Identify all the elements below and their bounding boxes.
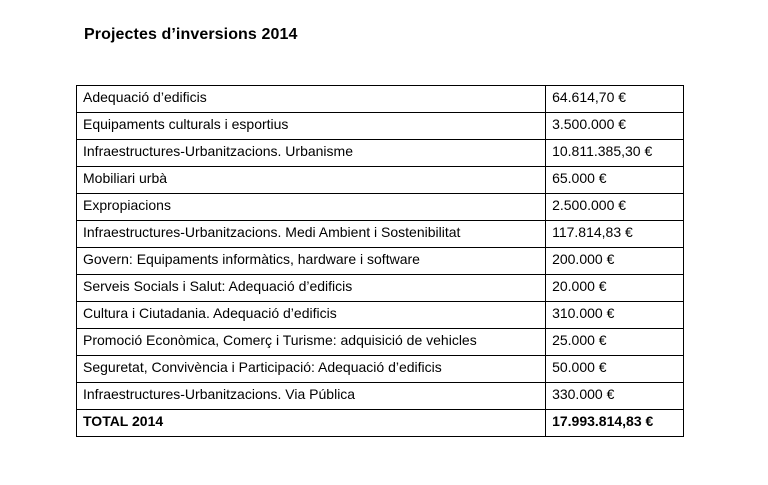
table-row [77, 167, 684, 194]
amount-cell: 310.000 € [546, 302, 684, 329]
document-title: Projectes d’inversions 2014 [84, 26, 298, 43]
investments-table [76, 85, 684, 437]
amount-cell: 50.000 € [546, 356, 684, 383]
table-row [77, 383, 684, 410]
concept-cell: Infraestructures-Urbanitzacions. Via Pública [77, 383, 546, 410]
table-row [77, 275, 684, 302]
amount-cell: 10.811.385,30 € [546, 140, 684, 167]
concept-cell: Govern: Equipaments informàtics, hardware i software [77, 248, 546, 275]
concept-cell: Equipaments culturals i esportius [77, 113, 546, 140]
concept-cell: Cultura i Ciutadania. Adequació d’edificis [77, 302, 546, 329]
amount-cell: 20.000 € [546, 275, 684, 302]
table-row [77, 248, 684, 275]
amount-cell: 65.000 € [546, 167, 684, 194]
concept-cell: Infraestructures-Urbanitzacions. Medi Ambient i Sostenibilitat [77, 221, 546, 248]
table-row [77, 302, 684, 329]
table-row [77, 194, 684, 221]
concept-cell: Seguretat, Convivència i Participació: Adequació d’edificis [77, 356, 546, 383]
concept-cell: Mobiliari urbà [77, 167, 546, 194]
concept-cell: Expropiacions [77, 194, 546, 221]
amount-cell: 200.000 € [546, 248, 684, 275]
amount-cell: 2.500.000 € [546, 194, 684, 221]
table-row [77, 329, 684, 356]
amount-cell: 3.500.000 € [546, 113, 684, 140]
total-amount: 17.993.814,83 € [546, 410, 684, 437]
table-row [77, 356, 684, 383]
total-label: TOTAL 2014 [77, 410, 546, 437]
concept-cell: Promoció Econòmica, Comerç i Turisme: adquisició de vehicles [77, 329, 546, 356]
table-row [77, 221, 684, 248]
concept-cell: Serveis Socials i Salut: Adequació d’edificis [77, 275, 546, 302]
table-row [77, 140, 684, 167]
concept-cell: Adequació d’edificis [77, 86, 546, 113]
amount-cell: 64.614,70 € [546, 86, 684, 113]
amount-cell: 117.814,83 € [546, 221, 684, 248]
table-row [77, 86, 684, 113]
amount-cell: 330.000 € [546, 383, 684, 410]
amount-cell: 25.000 € [546, 329, 684, 356]
table-row [77, 113, 684, 140]
total-row [77, 410, 684, 437]
concept-cell: Infraestructures-Urbanitzacions. Urbanisme [77, 140, 546, 167]
